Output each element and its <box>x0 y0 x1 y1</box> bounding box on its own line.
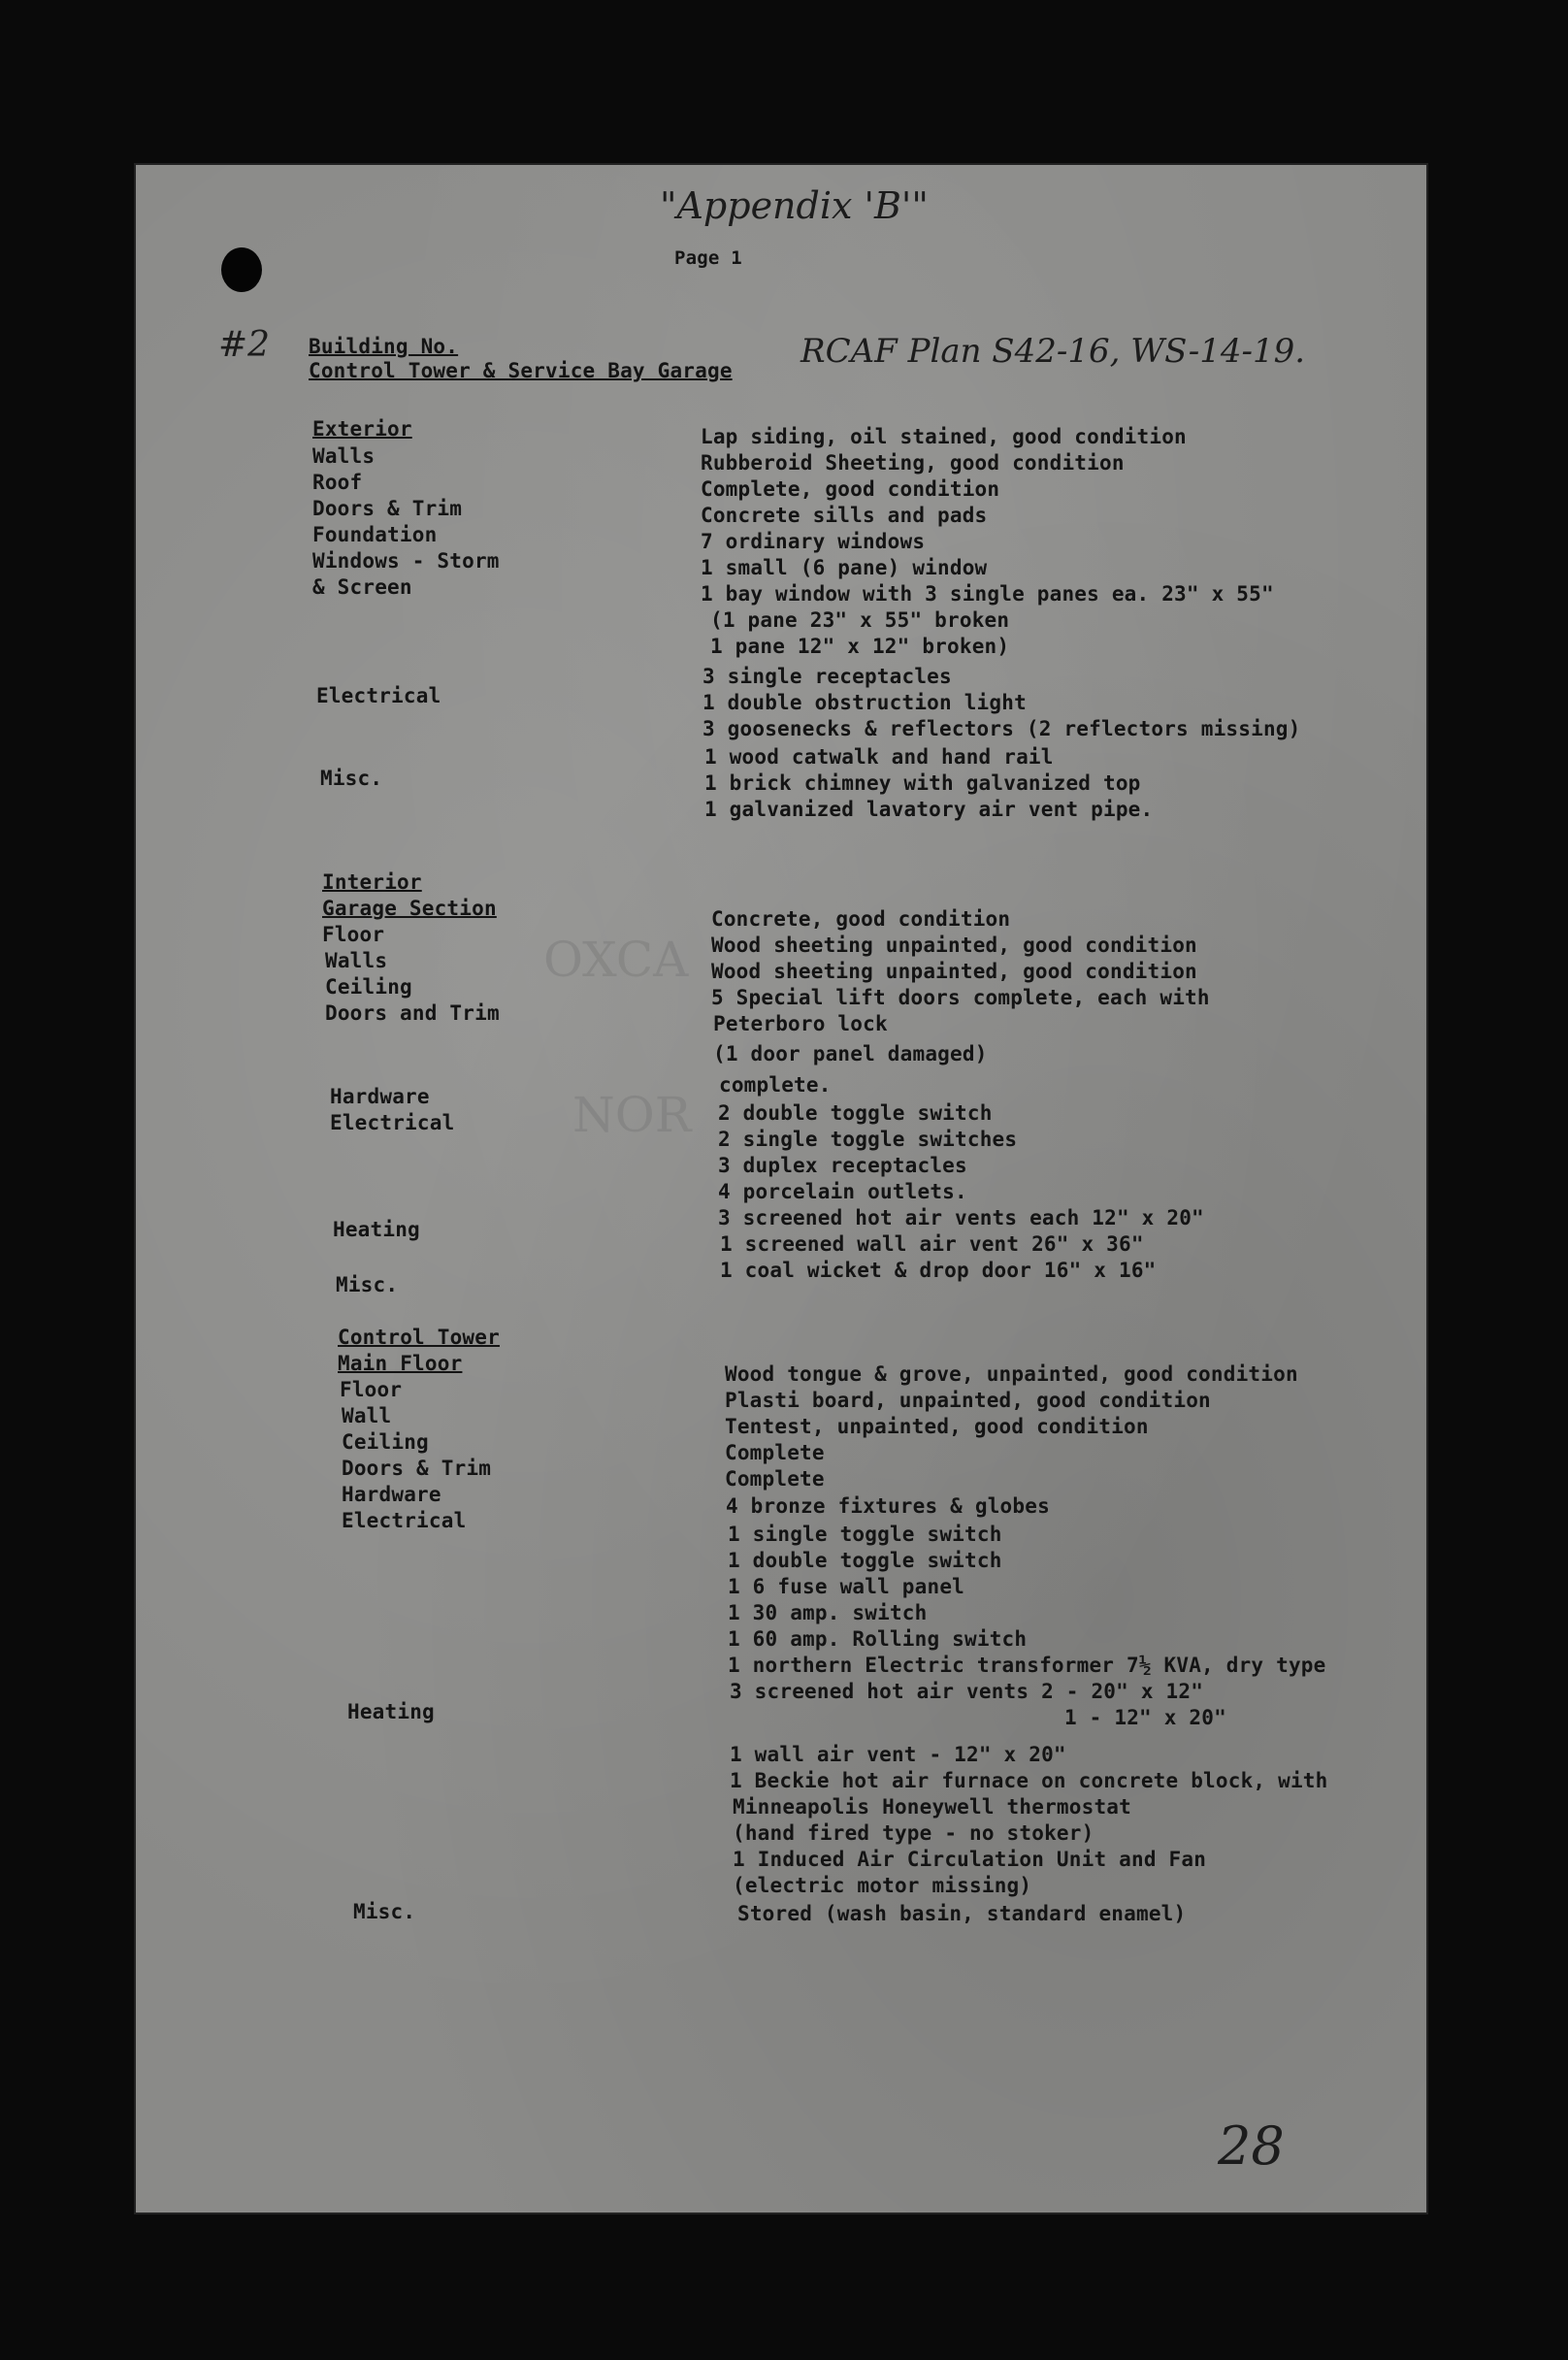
item-value: 1 double toggle switch <box>728 1549 1002 1572</box>
item-value: Rubberoid Sheeting, good condition <box>701 451 1125 475</box>
item-value: 3 duplex receptacles <box>718 1154 967 1177</box>
handwritten-plan-ref: RCAF Plan S42-16, WS-14-19. <box>800 332 1306 371</box>
item-value: (1 pane 23" x 55" broken <box>710 608 1010 632</box>
item-label: Heating <box>347 1700 435 1723</box>
item-label: Ceiling <box>342 1430 429 1454</box>
item-value: 1 galvanized lavatory air vent pipe. <box>704 798 1154 821</box>
section-heading: Interior <box>322 870 422 894</box>
item-value: 1 6 fuse wall panel <box>728 1575 965 1598</box>
item-label: Electrical <box>342 1509 467 1532</box>
item-label: Floor <box>322 923 385 946</box>
item-value: Plasti board, unpainted, good condition <box>725 1389 1211 1412</box>
item-value: Tentest, unpainted, good condition <box>725 1415 1149 1438</box>
item-label: Doors & Trim <box>312 497 463 520</box>
item-label: Misc. <box>336 1273 399 1296</box>
item-value: Concrete, good condition <box>711 907 1011 931</box>
item-value: 3 single receptacles <box>702 665 952 688</box>
page-number: Page 1 <box>674 247 742 269</box>
item-value: (1 door panel damaged) <box>713 1042 988 1065</box>
item-label: Floor <box>340 1378 403 1401</box>
item-value: (hand fired type - no stoker) <box>733 1821 1094 1845</box>
item-value: Minneapolis Honeywell thermostat <box>733 1795 1131 1819</box>
item-value: 1 single toggle switch <box>728 1523 1002 1546</box>
item-value: 4 porcelain outlets. <box>718 1180 967 1203</box>
faint-stamp: OXCA <box>543 932 689 988</box>
item-value: 2 double toggle switch <box>718 1101 993 1125</box>
item-label: Electrical <box>316 684 441 707</box>
item-value: 1 screened wall air vent 26" x 36" <box>720 1232 1144 1256</box>
item-value: 1 Induced Air Circulation Unit and Fan <box>733 1848 1207 1871</box>
item-label: Walls <box>325 949 388 972</box>
item-value: Wood sheeting unpainted, good condition <box>711 960 1197 983</box>
item-value: Peterboro lock <box>713 1012 888 1035</box>
item-value: 1 small (6 pane) window <box>701 556 988 579</box>
item-value: Complete <box>725 1467 825 1491</box>
item-label: Hardware <box>342 1483 441 1506</box>
item-value: 1 pane 12" x 12" broken) <box>710 635 1010 658</box>
item-value: 1 30 amp. switch <box>728 1601 928 1624</box>
item-value: Concrete sills and pads <box>701 504 988 527</box>
item-label: Misc. <box>320 767 383 790</box>
item-label: Roof <box>312 471 363 494</box>
item-value: Wood sheeting unpainted, good condition <box>711 934 1197 957</box>
item-label: Doors & Trim <box>342 1457 492 1480</box>
item-value: 1 wall air vent - 12" x 20" <box>730 1743 1066 1766</box>
item-value: 7 ordinary windows <box>701 530 926 553</box>
item-value: Lap siding, oil stained, good condition <box>701 425 1187 448</box>
item-label: Walls <box>312 444 376 468</box>
item-label: Hardware <box>330 1085 430 1108</box>
item-value: 1 brick chimney with galvanized top <box>704 771 1141 795</box>
faint-stamp: NOR <box>572 1087 692 1143</box>
building-name: Control Tower & Service Bay Garage <box>309 359 733 382</box>
item-value: 2 single toggle switches <box>718 1128 1018 1151</box>
item-value: Complete <box>725 1441 825 1464</box>
item-value: complete. <box>719 1073 832 1097</box>
item-value: Stored (wash basin, standard enamel) <box>737 1902 1187 1925</box>
item-value: 1 coal wicket & drop door 16" x 16" <box>720 1259 1157 1282</box>
punch-hole <box>221 247 262 292</box>
item-value: 1 double obstruction light <box>702 691 1027 714</box>
item-value: (electric motor missing) <box>733 1874 1032 1897</box>
item-label: Electrical <box>330 1111 455 1134</box>
item-value: 3 screened hot air vents 2 - 20" x 12" <box>730 1680 1204 1703</box>
item-value: 1 wood catwalk and hand rail <box>704 745 1054 769</box>
item-value: 1 60 amp. Rolling switch <box>728 1627 1028 1651</box>
item-label: Heating <box>333 1218 420 1241</box>
section-subheading: Main Floor <box>338 1352 463 1375</box>
item-label: & Screen <box>312 575 412 599</box>
item-value: 5 Special lift doors complete, each with <box>711 986 1210 1009</box>
item-label: Foundation <box>312 523 438 546</box>
item-value: 1 Beckie hot air furnace on concrete block, with <box>730 1769 1328 1792</box>
section-heading: Exterior <box>312 417 412 441</box>
item-value: 4 bronze fixtures & globes <box>726 1494 1050 1518</box>
section-heading: Control Tower <box>338 1326 500 1349</box>
item-value: Wood tongue & grove, unpainted, good condition <box>725 1362 1298 1386</box>
item-value: Complete, good condition <box>701 477 1000 501</box>
section-subheading: Garage Section <box>322 897 497 920</box>
building-no-label: Building No. <box>309 335 459 358</box>
item-value: 1 bay window with 3 single panes ea. 23" x 55" <box>701 582 1274 606</box>
item-value: 3 goosenecks & reflectors (2 reflectors missing) <box>702 717 1301 740</box>
handwritten-folio-number: 28 <box>1218 2115 1285 2177</box>
item-label: Wall <box>342 1404 392 1427</box>
handwritten-title: "Appendix 'B'" <box>660 184 929 227</box>
item-value: 1 northern Electric transformer 7½ KVA, dry type <box>728 1654 1326 1677</box>
item-value: 1 - 12" x 20" <box>1064 1706 1226 1729</box>
item-label: Doors and Trim <box>325 1001 500 1025</box>
item-value: 3 screened hot air vents each 12" x 20" <box>718 1206 1204 1229</box>
item-label: Ceiling <box>325 975 412 999</box>
handwritten-number: #2 <box>218 325 271 365</box>
item-label: Misc. <box>353 1900 416 1923</box>
item-label: Windows - Storm <box>312 549 500 573</box>
